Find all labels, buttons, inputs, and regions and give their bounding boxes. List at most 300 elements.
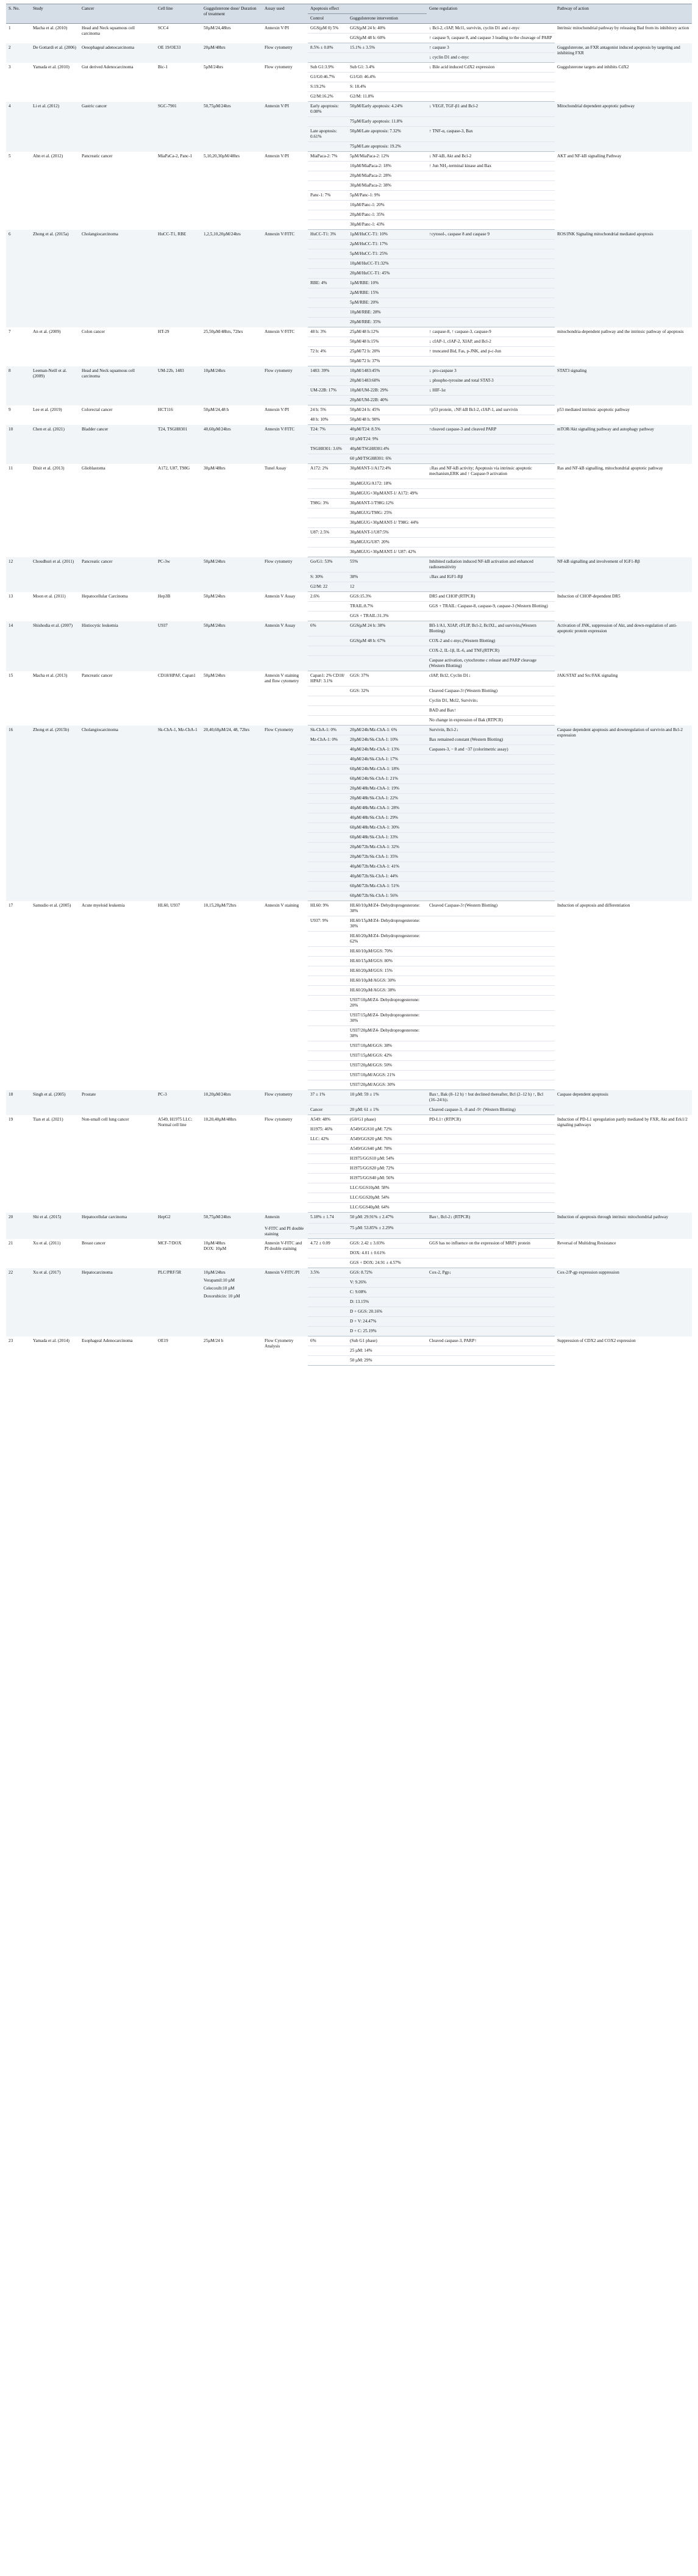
cell-gene-regulation: ↓ cIAP-1, cIAP-2, XIAP, and Bcl-2 bbox=[427, 337, 555, 347]
cell-cancer: Pancreatic cancer bbox=[79, 671, 155, 726]
cell-sno: 11 bbox=[6, 464, 30, 557]
cell-pathway: mTOR/Akt signalling pathway and autophagy pathway bbox=[555, 425, 692, 464]
cell-intervention: 10µM/MiaPaca-2: 18% bbox=[347, 162, 427, 171]
cell-gene-regulation bbox=[427, 891, 555, 901]
cell-pathway: Ras and NF-kB signalling, mitochondrial apoptotic pathway bbox=[555, 464, 692, 557]
cell-gene-regulation: Survivin, Bcl-2↓ bbox=[427, 726, 555, 735]
cell-control bbox=[308, 249, 347, 259]
cell-control bbox=[308, 1346, 347, 1356]
cell-gene-regulation: Inhibited radiation induced NF-kB activation and enhanced radiosensitivity bbox=[427, 557, 555, 573]
cell-control bbox=[308, 602, 347, 612]
assay-value: Flow cytometry bbox=[265, 558, 293, 564]
cell-pathway: Intrinsic mitochondrial pathway by releasing Bad from its inhibitory action bbox=[555, 24, 692, 43]
assay-value: Annexin V staining and flow cytometry bbox=[265, 673, 299, 683]
cell-cancer: Breast cancer bbox=[79, 1239, 155, 1268]
cell-pathway: Induction of CHOP-dependent DR5 bbox=[555, 592, 692, 621]
cell-sno: 20 bbox=[6, 1213, 30, 1239]
cell-intervention: LLC/GGS10µM: 58% bbox=[347, 1183, 427, 1193]
cell-gene-regulation bbox=[427, 794, 555, 804]
cell-gene-regulation bbox=[427, 357, 555, 366]
cell-gene-regulation: ↓ NF-kB, Akt and Bcl-2 bbox=[427, 152, 555, 162]
cell-control: Mz-ChA-1: 0% bbox=[308, 735, 347, 745]
cell-study: Zhong et al. (2015a) bbox=[30, 230, 79, 327]
cell-gene-regulation: Caspase activation, cytochrome c release and PARP cleavage (Western Blotting) bbox=[427, 656, 555, 671]
cell-study: Macha et al. (2010) bbox=[30, 24, 79, 43]
cell-control bbox=[308, 337, 347, 347]
cell-control bbox=[308, 259, 347, 269]
cell-study: Choudhuri et al. (2011) bbox=[30, 557, 79, 592]
cell-gene-regulation bbox=[427, 201, 555, 210]
cell-study: Samudio et al. (2005) bbox=[30, 901, 79, 1090]
cell-control: T24: 7% bbox=[308, 425, 347, 435]
cell-control bbox=[308, 508, 347, 518]
dose-value: 40,60µM/24hrs bbox=[204, 426, 231, 432]
cell-gene-regulation bbox=[427, 755, 555, 765]
cell-intervention: U937/20µM/Z4- Dehydroprogesterone: 38% bbox=[347, 1026, 427, 1041]
table-row bbox=[6, 102, 692, 117]
cell-cell-line: MCF-7/DOX bbox=[155, 1239, 201, 1268]
cell-gene-regulation bbox=[427, 191, 555, 201]
cell-intervention: 30µMGUG+30µMANT-1/ T98G: 44% bbox=[347, 518, 427, 528]
cell-control bbox=[308, 210, 347, 220]
cell-cell-line: UM-22b, 1483 bbox=[155, 366, 201, 405]
cell-gene-regulation bbox=[427, 508, 555, 518]
cell-gene-regulation bbox=[427, 1278, 555, 1288]
cell-intervention: HL60/15µM/GGS: 80% bbox=[347, 957, 427, 966]
header-cancer: Cancer bbox=[79, 4, 155, 24]
cell-pathway: Guggulsterone, an FXR antagonist induced apoptosis by targeting and inhibiting FXR bbox=[555, 43, 692, 63]
table-row bbox=[6, 1336, 692, 1346]
cell-gene-regulation bbox=[427, 82, 555, 92]
cell-control bbox=[308, 142, 347, 152]
cell-study: Leeman-Neill et al. (2009) bbox=[30, 366, 79, 405]
cell-assay bbox=[262, 152, 308, 230]
cell-gene-regulation: COX-2 and c-myc,(Western Blotting) bbox=[427, 637, 555, 646]
cell-gene-regulation: ↑ truncated Bid, Fas, p-JNK, and p-c-Jun bbox=[427, 347, 555, 357]
cell-gene-regulation: ↑p53 protein, ↓NF-kB Bcl-2, cIAP-1, and survivin bbox=[427, 405, 555, 415]
cell-control: S:19.2% bbox=[308, 82, 347, 92]
cell-intervention bbox=[347, 696, 427, 706]
cell-intervention: 10 µM: 59 ± 1% bbox=[347, 1090, 427, 1105]
cell-gene-regulation: ↓Ras and NF-kB activity; Apoptosis via intrinsic apoptotic mechanism,ERK and ↑ Caspase-9 activation bbox=[427, 464, 555, 479]
cell-gene-regulation: GGS has no influence on the expression of MRP1 protein bbox=[427, 1239, 555, 1249]
assay-value: Annexin bbox=[265, 1214, 280, 1219]
cell-gene-regulation bbox=[427, 843, 555, 852]
cell-cancer: Esophageal Adenocarcinoma bbox=[79, 1336, 155, 1366]
cell-intervention: 50µM/Late apoptosis: 7.32% bbox=[347, 127, 427, 142]
cell-gene-regulation bbox=[427, 1288, 555, 1297]
cell-cell-line: HT-29 bbox=[155, 327, 201, 366]
cell-control bbox=[308, 1193, 347, 1203]
cell-cancer: Pancreatic cancer bbox=[79, 152, 155, 230]
cell-sno: 8 bbox=[6, 366, 30, 405]
cell-gene-regulation bbox=[427, 142, 555, 152]
cell-pathway: NF-kB signalling and involvement of IGF1-Rβ bbox=[555, 557, 692, 592]
cell-control bbox=[308, 435, 347, 444]
cell-intervention: 50 µM: 29.91% ± 2.47% bbox=[347, 1213, 427, 1224]
cell-intervention: 15.1% ± 3.5% bbox=[347, 43, 427, 53]
cell-intervention: 40µM/TSGH8301:4% bbox=[347, 444, 427, 454]
cell-control: 4.72 ± 0.09 bbox=[308, 1239, 347, 1249]
cell-control: A172: 2% bbox=[308, 464, 347, 479]
cell-assay bbox=[262, 671, 308, 726]
cell-control: Panc-1: 7% bbox=[308, 191, 347, 201]
cell-control bbox=[308, 716, 347, 726]
assay-value: Flow cytometry bbox=[265, 64, 293, 70]
assay-value: Flow Cytometry Analysis bbox=[265, 1338, 294, 1349]
cell-control bbox=[308, 1071, 347, 1080]
cell-gene-regulation: Cleaved Caspase-3↑(Western Blotting) bbox=[427, 901, 555, 916]
cell-gene-regulation bbox=[427, 499, 555, 508]
cell-gene-regulation bbox=[427, 1183, 555, 1193]
cell-intervention: A549/GGS10 µM: 72% bbox=[347, 1125, 427, 1135]
cell-gene-regulation bbox=[427, 833, 555, 843]
cell-control bbox=[308, 1327, 347, 1336]
header-gene-regulation: Gene regulation bbox=[427, 4, 555, 24]
cell-intervention: H1975/GGS40 µM: 56% bbox=[347, 1174, 427, 1183]
cell-control bbox=[308, 637, 347, 646]
cell-cell-line: Hep3B bbox=[155, 592, 201, 621]
cell-intervention: 40µM/24h/Sk-ChA-1: 17% bbox=[347, 755, 427, 765]
cell-control: A549: 48% bbox=[308, 1115, 347, 1125]
cell-assay bbox=[262, 1268, 308, 1336]
dose-value: 10,20µM/24hrs bbox=[204, 1091, 231, 1097]
cell-intervention: 60µM/48h/Mz-ChA-1: 30% bbox=[347, 823, 427, 833]
dose-value: 10,20,40µM/48hrs bbox=[204, 1116, 237, 1122]
cell-study: De Gottardi et al. (2006) bbox=[30, 43, 79, 63]
table-row bbox=[6, 230, 692, 240]
cell-control bbox=[308, 1174, 347, 1183]
cell-assay bbox=[262, 102, 308, 152]
cell-cell-line: HepG2 bbox=[155, 1213, 201, 1239]
cell-control bbox=[308, 932, 347, 947]
assay-extra: V-FITC and PI double staining bbox=[265, 1226, 304, 1236]
cell-gene-regulation bbox=[427, 1234, 555, 1239]
cell-control bbox=[308, 804, 347, 813]
cell-intervention: GGS(μM 24 h: 40% bbox=[347, 24, 427, 34]
cell-dose bbox=[201, 405, 262, 425]
cell-gene-regulation bbox=[427, 872, 555, 882]
assay-value: Flow cytometry bbox=[265, 368, 293, 373]
cell-intervention: 75µM/Late apoptosis: 19.2% bbox=[347, 142, 427, 152]
cell-gene-regulation bbox=[427, 1356, 555, 1366]
cell-gene-regulation bbox=[427, 279, 555, 288]
cell-intervention: 50µM/24 h: 45% bbox=[347, 405, 427, 415]
cell-gene-regulation bbox=[427, 1258, 555, 1268]
cell-control bbox=[308, 891, 347, 901]
cell-control: 3.5% bbox=[308, 1268, 347, 1278]
cell-gene-regulation bbox=[427, 862, 555, 872]
cell-dose bbox=[201, 901, 262, 1090]
cell-gene-regulation bbox=[427, 479, 555, 489]
cell-dose bbox=[201, 1115, 262, 1213]
cell-dose bbox=[201, 230, 262, 327]
cell-intervention: A549/GGS40 µM: 78% bbox=[347, 1144, 427, 1154]
cell-assay bbox=[262, 557, 308, 592]
cell-control bbox=[308, 872, 347, 882]
cell-control: GGS(μM 0) 5% bbox=[308, 24, 347, 34]
cell-gene-regulation bbox=[427, 582, 555, 592]
cell-control bbox=[308, 996, 347, 1011]
cell-control bbox=[308, 656, 347, 671]
cell-intervention: TRAIL:8.7% bbox=[347, 602, 427, 612]
cell-control: 48 h: 10% bbox=[308, 415, 347, 425]
cell-cancer: Non-small cell lung cancer bbox=[79, 1115, 155, 1213]
cell-pathway: STAT3 signaling bbox=[555, 366, 692, 405]
cell-cell-line: U937 bbox=[155, 621, 201, 671]
dose-value: 25µM/24 h bbox=[204, 1338, 224, 1343]
table-row bbox=[6, 1268, 692, 1278]
cell-gene-regulation bbox=[427, 1327, 555, 1336]
cell-control bbox=[308, 548, 347, 557]
cell-intervention: (Sub G1 phase) bbox=[347, 1336, 427, 1346]
dose-value: 25,50µM/48hrs, 72hrs bbox=[204, 329, 243, 334]
cell-gene-regulation bbox=[427, 298, 555, 308]
cell-intervention: 25µM/48 h:12% bbox=[347, 327, 427, 337]
cell-control: U937: 9% bbox=[308, 916, 347, 932]
cell-gene-regulation bbox=[427, 538, 555, 548]
cell-pathway: Cox-2/P-gp expression suppression bbox=[555, 1268, 692, 1336]
cell-gene-regulation: ↑ caspase 3 bbox=[427, 43, 555, 53]
cell-gene-regulation bbox=[427, 916, 555, 932]
cell-study: Zhong et al. (2015b) bbox=[30, 726, 79, 901]
cell-intervention: GGS(μM 48 h: 67% bbox=[347, 637, 427, 646]
dose-list-item: Celecoxib:10 µM bbox=[204, 1285, 235, 1291]
cell-control: HuCC-T1: 3% bbox=[308, 230, 347, 240]
cell-intervention bbox=[347, 646, 427, 656]
header-dose: Guggulsterone dose/ Duration of treatment bbox=[201, 4, 262, 24]
cell-gene-regulation: No change in expression of Bak (RTPCR) bbox=[427, 716, 555, 726]
cell-sno: 4 bbox=[6, 102, 30, 152]
cell-control: G2/M: 22 bbox=[308, 582, 347, 592]
cell-intervention: 5µM/RBE: 20% bbox=[347, 298, 427, 308]
cell-gene-regulation bbox=[427, 92, 555, 102]
cell-gene-regulation bbox=[427, 1011, 555, 1026]
cell-sno: 15 bbox=[6, 671, 30, 726]
cell-control bbox=[308, 117, 347, 127]
cell-gene-regulation bbox=[427, 220, 555, 230]
cell-control: UM-22B: 17% bbox=[308, 386, 347, 396]
cell-control: 6% bbox=[308, 621, 347, 637]
cell-intervention: H1975/GGS20 µM: 72% bbox=[347, 1164, 427, 1174]
cell-control bbox=[308, 240, 347, 249]
cell-control bbox=[308, 833, 347, 843]
cell-intervention: GGS: 37% bbox=[347, 671, 427, 687]
cell-cancer: Colorectal cancer bbox=[79, 405, 155, 425]
cell-intervention: 2µM/RBE: 15% bbox=[347, 288, 427, 298]
dose-value: 20µM/48hrs bbox=[204, 45, 226, 50]
table-row bbox=[6, 1239, 692, 1249]
cell-control bbox=[308, 1356, 347, 1366]
cell-control: 6% bbox=[308, 1336, 347, 1346]
cell-cell-line: Sk-ChA-1, Mz-ChA-1 bbox=[155, 726, 201, 901]
cell-control bbox=[308, 745, 347, 755]
cell-intervention: GGS(μM 24 h: 38% bbox=[347, 621, 427, 637]
cell-control: TSGH8301: 3.6% bbox=[308, 444, 347, 454]
cell-control: Cancer bbox=[308, 1105, 347, 1115]
cell-intervention: 40µM/72h/Sk-ChA-1: 44% bbox=[347, 872, 427, 882]
cell-gene-regulation bbox=[427, 1203, 555, 1213]
cell-gene-regulation bbox=[427, 804, 555, 813]
cell-cancer: Head and Neck squamous cell carcinoma bbox=[79, 24, 155, 43]
cell-intervention: A549/GGS20 µM: 76% bbox=[347, 1135, 427, 1144]
cell-intervention: 30µMGUG/A172: 18% bbox=[347, 479, 427, 489]
cell-control bbox=[308, 966, 347, 976]
cell-assay bbox=[262, 1213, 308, 1239]
cell-dose bbox=[201, 425, 262, 464]
cell-gene-regulation bbox=[427, 269, 555, 279]
cell-study: Lee et al. (2019) bbox=[30, 405, 79, 425]
cell-sno: 16 bbox=[6, 726, 30, 901]
cell-control bbox=[308, 696, 347, 706]
table-row bbox=[6, 726, 692, 735]
cell-intervention: D + V: 24.47% bbox=[347, 1317, 427, 1327]
cell-gene-regulation: ↓ phospho-tyrosine and total STAT-3 bbox=[427, 376, 555, 386]
dose-value: 50µM/24hrs bbox=[204, 558, 226, 564]
cell-control bbox=[308, 687, 347, 696]
cell-intervention: 30µMANT-1/A172:4% bbox=[347, 464, 427, 479]
cell-gene-regulation bbox=[427, 73, 555, 82]
cell-cancer: Gut derived Adenocarcinoma bbox=[79, 63, 155, 102]
cell-gene-regulation bbox=[427, 171, 555, 181]
cell-gene-regulation bbox=[427, 957, 555, 966]
cell-gene-regulation: Cox-2, Pgp↓ bbox=[427, 1268, 555, 1278]
cell-gene-regulation: ↓ HIF-1α bbox=[427, 386, 555, 396]
cell-intervention: HL60/20µM/Z4- Dehydroprogesterone: 62% bbox=[347, 932, 427, 947]
cell-control bbox=[308, 518, 347, 528]
cell-intervention: GGS: 8.72% bbox=[347, 1268, 427, 1278]
cell-dose bbox=[201, 671, 262, 726]
cell-intervention: 20µM/48h/Mz-ChA-1: 19% bbox=[347, 784, 427, 794]
cell-intervention: 5µM/MiaPaca-2: 12% bbox=[347, 152, 427, 162]
cell-cell-line: T24, TSGH8301 bbox=[155, 425, 201, 464]
cell-control bbox=[308, 1011, 347, 1026]
dose-value: 5µM/24hrs bbox=[204, 64, 224, 70]
cell-dose bbox=[201, 102, 262, 152]
cell-gene-regulation: Bax↑, Bcl-2↓ (RTPCR) bbox=[427, 1213, 555, 1224]
cell-cancer: Colon cancer bbox=[79, 327, 155, 366]
cell-assay bbox=[262, 901, 308, 1090]
cell-gene-regulation bbox=[427, 986, 555, 996]
table-row bbox=[6, 671, 692, 687]
cell-sno: 12 bbox=[6, 557, 30, 592]
cell-control bbox=[308, 947, 347, 957]
cell-intervention: 40µM/48h/Mz-ChA-1: 28% bbox=[347, 804, 427, 813]
cell-control bbox=[308, 1288, 347, 1297]
cell-gene-regulation: ↓ pro-caspase 3 bbox=[427, 366, 555, 376]
cell-control: Sub G1:3.9% bbox=[308, 63, 347, 73]
dose-value: 50,75µM/24hrs bbox=[204, 103, 231, 109]
cell-control: G1/G0:46.7% bbox=[308, 73, 347, 82]
cell-intervention: HL60/10µM/GGS: 70% bbox=[347, 947, 427, 957]
cell-intervention: HL60/20µM/AGGS: 38% bbox=[347, 986, 427, 996]
cell-gene-regulation bbox=[427, 548, 555, 557]
cell-intervention: 50µM/Early apoptosis: 4.24% bbox=[347, 102, 427, 117]
cell-gene-regulation bbox=[427, 210, 555, 220]
cell-intervention: 50 µM: 29% bbox=[347, 1356, 427, 1366]
cell-intervention: 40µM/T24: 8.5% bbox=[347, 425, 427, 435]
cell-sno: 22 bbox=[6, 1268, 30, 1336]
cell-pathway: Induction of apoptosis and differentiation bbox=[555, 901, 692, 1090]
cell-study: Li et al. (2012) bbox=[30, 102, 79, 152]
cell-pathway: Induction of PD-L1 upregulation partly mediated by FXR, Akt and Erk1/2 signaling pathways bbox=[555, 1115, 692, 1213]
cell-study: Yamada et al. (2014) bbox=[30, 1336, 79, 1366]
cell-control bbox=[308, 774, 347, 784]
header-control: Control bbox=[308, 14, 347, 24]
cell-control: 72 h: 4% bbox=[308, 347, 347, 357]
cell-gene-regulation bbox=[427, 117, 555, 127]
cell-control bbox=[308, 1307, 347, 1317]
cell-intervention: 20 µM: 61 ± 1% bbox=[347, 1105, 427, 1115]
cell-intervention bbox=[347, 706, 427, 716]
cell-intervention: GGS: 2.42 ± 3.03% bbox=[347, 1239, 427, 1249]
cell-intervention: 30µMANT-1/U87:5% bbox=[347, 528, 427, 538]
cell-gene-regulation: Bax↑, Bak (8–12 h) ↑ but declined thereafter, Bcl (2–12 h) ↑, Bcl (16–24 h)↓ bbox=[427, 1090, 555, 1105]
cell-control: Go/G1: 53% bbox=[308, 557, 347, 573]
cell-sno: 9 bbox=[6, 405, 30, 425]
cell-study: Moon et al. (2011) bbox=[30, 592, 79, 621]
cell-study: An et al. (2009) bbox=[30, 327, 79, 366]
cell-control bbox=[308, 1183, 347, 1193]
cell-gene-regulation bbox=[427, 1223, 555, 1234]
cell-control bbox=[308, 823, 347, 833]
dose-value: 5,10,20,30µM/48hrs bbox=[204, 153, 240, 159]
cell-control bbox=[308, 1061, 347, 1071]
dose-list-item: Verapamil:10 µM bbox=[204, 1277, 235, 1283]
cell-intervention: HL60/10µM/Z4- Dehydroprogesterone: 38% bbox=[347, 901, 427, 916]
cell-assay bbox=[262, 366, 308, 405]
cell-control bbox=[308, 1234, 347, 1239]
cell-dose bbox=[201, 327, 262, 366]
cell-gene-regulation bbox=[427, 947, 555, 957]
cell-intervention: GGS + TRAIL:31.3% bbox=[347, 612, 427, 621]
cell-pathway: Reversal of Multidrug Resistance bbox=[555, 1239, 692, 1268]
cell-intervention: 60µM/72h/Sk-ChA-1: 56% bbox=[347, 891, 427, 901]
cell-intervention: 75µM/Early apoptosis: 11.8% bbox=[347, 117, 427, 127]
cell-sno: 17 bbox=[6, 901, 30, 1090]
cell-gene-regulation: DR5 and CHOP (RTPCR) bbox=[427, 592, 555, 602]
cell-study: Macha et al. (2013) bbox=[30, 671, 79, 726]
cell-control bbox=[308, 1278, 347, 1288]
cell-control bbox=[308, 794, 347, 804]
cell-intervention: G2/M: 11.8% bbox=[347, 92, 427, 102]
cell-gene-regulation bbox=[427, 966, 555, 976]
cell-control bbox=[308, 1080, 347, 1090]
cell-control bbox=[308, 862, 347, 872]
cell-assay bbox=[262, 230, 308, 327]
cell-cell-line: PLC/PRF/5R bbox=[155, 1268, 201, 1336]
cell-control bbox=[308, 1297, 347, 1307]
cell-sno: 23 bbox=[6, 1336, 30, 1366]
table-row bbox=[6, 24, 692, 34]
dose-value: 50µM/24hrs bbox=[204, 623, 226, 628]
cell-intervention: Sub G1: 3.4% bbox=[347, 63, 427, 73]
cell-gene-regulation bbox=[427, 852, 555, 862]
dose-value: 10µM/48hrs bbox=[204, 1240, 226, 1246]
cell-control bbox=[308, 220, 347, 230]
cell-cell-line: PC-3w bbox=[155, 557, 201, 592]
cell-gene-regulation bbox=[427, 765, 555, 774]
cell-control bbox=[308, 538, 347, 548]
cell-gene-regulation bbox=[427, 259, 555, 269]
cell-control bbox=[308, 1223, 347, 1234]
dose-value: 10,15,20µM/72hrs bbox=[204, 902, 237, 908]
cell-intervention: 40µM/48h/Sk-ChA-1: 29% bbox=[347, 813, 427, 823]
cell-dose bbox=[201, 1336, 262, 1366]
cell-control: 37 ± 1% bbox=[308, 1090, 347, 1105]
assay-value: Annexin V-FITC/PI bbox=[265, 1269, 300, 1275]
cell-gene-regulation bbox=[427, 882, 555, 891]
